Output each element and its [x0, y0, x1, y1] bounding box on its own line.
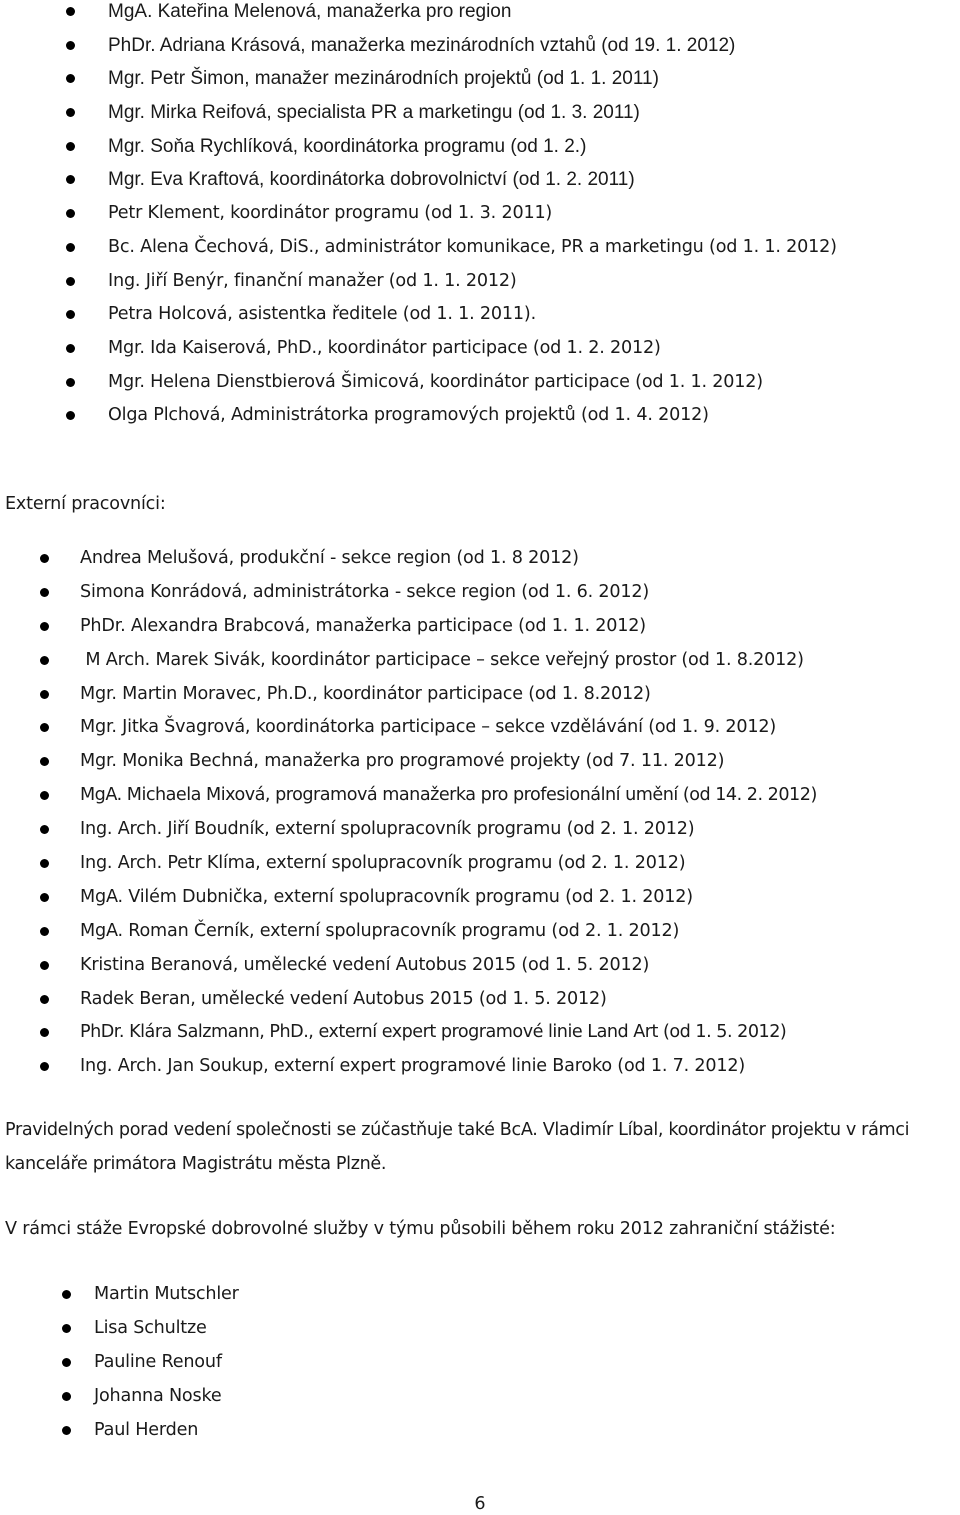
list-item-text: Mgr. Petr Šimon, manažer mezinárodních projektů (od 1. 1. 2011) [108, 68, 659, 90]
bullet-icon [62, 1392, 71, 1401]
list-item-text: Mgr. Helena Dienstbierová Šimicová, koordinátor participace (od 1. 1. 2012) [108, 371, 763, 392]
list-item-text: PhDr. Klára Salzmann, PhD., externí expert programové linie Land Art (od 1. 5. 2012) [80, 1022, 787, 1043]
list-item-text: Mgr. Mirka Reifová, specialista PR a marketingu (od 1. 3. 2011) [108, 102, 640, 124]
page-number: 6 [474, 1494, 486, 1514]
list-item-text: Paul Herden [94, 1420, 199, 1440]
bullet-icon [40, 656, 49, 665]
bullet-icon [66, 41, 75, 50]
list-item-text: Ing. Arch. Petr Klíma, externí spolupracovník programu (od 2. 1. 2012) [80, 853, 686, 874]
bullet-icon [40, 995, 49, 1004]
list-item-text: PhDr. Adriana Krásová, manažerka mezinárodních vztahů (od 19. 1. 2012) [108, 34, 736, 56]
bullet-icon [40, 825, 49, 834]
list-item-text: Pauline Renouf [94, 1352, 222, 1372]
bullet-icon [40, 859, 49, 868]
list-item-text: Ing. Arch. Jiří Boudník, externí spolupracovník programu (od 2. 1. 2012) [80, 819, 695, 840]
list-item-text: Mgr. Soňa Rychlíková, koordinátorka programu (od 1. 2.) [108, 135, 587, 157]
external-heading: Externí pracovníci: [5, 494, 166, 514]
bullet-icon [66, 344, 75, 353]
list-item-text: Lisa Schultze [94, 1318, 207, 1338]
list-item-text: PhDr. Alexandra Brabcová, manažerka participace (od 1. 1. 2012) [80, 615, 646, 636]
list-item-text: Kristina Beranová, umělecké vedení Autobus 2015 (od 1. 5. 2012) [80, 954, 650, 975]
bullet-icon [66, 74, 75, 83]
bullet-icon [40, 588, 49, 597]
bullet-icon [62, 1358, 71, 1367]
bullet-icon [62, 1290, 71, 1299]
bullet-icon [40, 1062, 49, 1071]
bullet-icon [66, 108, 75, 117]
bullet-icon [40, 554, 49, 563]
list-item-text: Andrea Melušová, produkční - sekce region (od 1. 8 2012) [80, 548, 579, 568]
bullet-icon [66, 411, 75, 420]
bullet-icon [40, 893, 49, 902]
bullet-icon [40, 927, 49, 936]
list-item-text: Mgr. Monika Bechná, manažerka pro programové projekty (od 7. 11. 2012) [80, 751, 725, 772]
list-item-text: Mgr. Eva Kraftová, koordinátorka dobrovolnictví (od 1. 2. 2011) [108, 169, 635, 191]
paragraph-evs: V rámci stáže Evropské dobrovolné služby v týmu působili během roku 2012 zahraniční stážisté: [5, 1219, 836, 1239]
bullet-icon [40, 690, 49, 699]
bullet-icon [66, 209, 75, 218]
list-item-text: Radek Beran, umělecké vedení Autobus 2015 (od 1. 5. 2012) [80, 988, 607, 1009]
bullet-icon [66, 277, 75, 286]
list-item-text: Johanna Noske [94, 1386, 222, 1406]
bullet-icon [66, 378, 75, 387]
bullet-icon [40, 723, 49, 732]
list-item-text: Mgr. Martin Moravec, Ph.D., koordinátor participace (od 1. 8.2012) [80, 683, 651, 704]
bullet-icon [66, 243, 75, 252]
bullet-icon [66, 175, 75, 184]
bullet-icon [40, 791, 49, 800]
list-item-text: Mgr. Jitka Švagrová, koordinátorka participace – sekce vzdělávání (od 1. 9. 2012) [80, 717, 776, 738]
list-item-text: MgA. Michaela Mixová, programová manažerka pro profesionální umění (od 14. 2. 2012) [80, 785, 817, 806]
bullet-icon [40, 757, 49, 766]
list-item-text: MgA. Kateřina Melenová, manažerka pro region [108, 1, 512, 22]
bullet-icon [40, 1028, 49, 1037]
list-item-text: Simona Konrádová, administrátorka - sekce region (od 1. 6. 2012) [80, 581, 650, 602]
list-item-text: Olga Plchová, Administrátorka programových projektů (od 1. 4. 2012) [108, 405, 709, 426]
bullet-icon [66, 142, 75, 151]
list-item-text: MgA. Vilém Dubnička, externí spolupracovník programu (od 2. 1. 2012) [80, 886, 693, 907]
paragraph-meetings: Pravidelných porad vedení společnosti se zúčastňuje také BcA. Vladimír Líbal, koordinátor projektu v rámci kanceláře primátora Magistrátu města Plzně. [5, 1120, 910, 1174]
list-item-text: Ing. Arch. Jan Soukup, externí expert programové linie Baroko (od 1. 7. 2012) [80, 1056, 746, 1077]
list-item-text: Mgr. Ida Kaiserová, PhD., koordinátor participace (od 1. 2. 2012) [108, 337, 661, 358]
list-item-text: Ing. Jiří Benýr, finanční manažer (od 1. 1. 2012) [108, 270, 517, 291]
list-item-text: MgA. Roman Černík, externí spolupracovník programu (od 2. 1. 2012) [80, 920, 680, 941]
bullet-icon [40, 961, 49, 970]
list-item-text: M Arch. Marek Sivák, koordinátor participace – sekce veřejný prostor (od 1. 8.2012) [80, 649, 804, 670]
list-item-text: Martin Mutschler [94, 1284, 239, 1304]
bullet-icon [62, 1426, 71, 1435]
list-item-text: Petra Holcová, asistentka ředitele (od 1. 1. 2011). [108, 304, 536, 325]
list-item-text: Petr Klement, koordinátor programu (od 1. 3. 2011) [108, 203, 553, 224]
bullet-icon [62, 1324, 71, 1333]
bullet-icon [66, 7, 75, 16]
bullet-icon [40, 622, 49, 631]
bullet-icon [66, 310, 75, 319]
list-item-text: Bc. Alena Čechová, DiS., administrátor komunikace, PR a marketingu (od 1. 1. 2012) [108, 236, 837, 257]
